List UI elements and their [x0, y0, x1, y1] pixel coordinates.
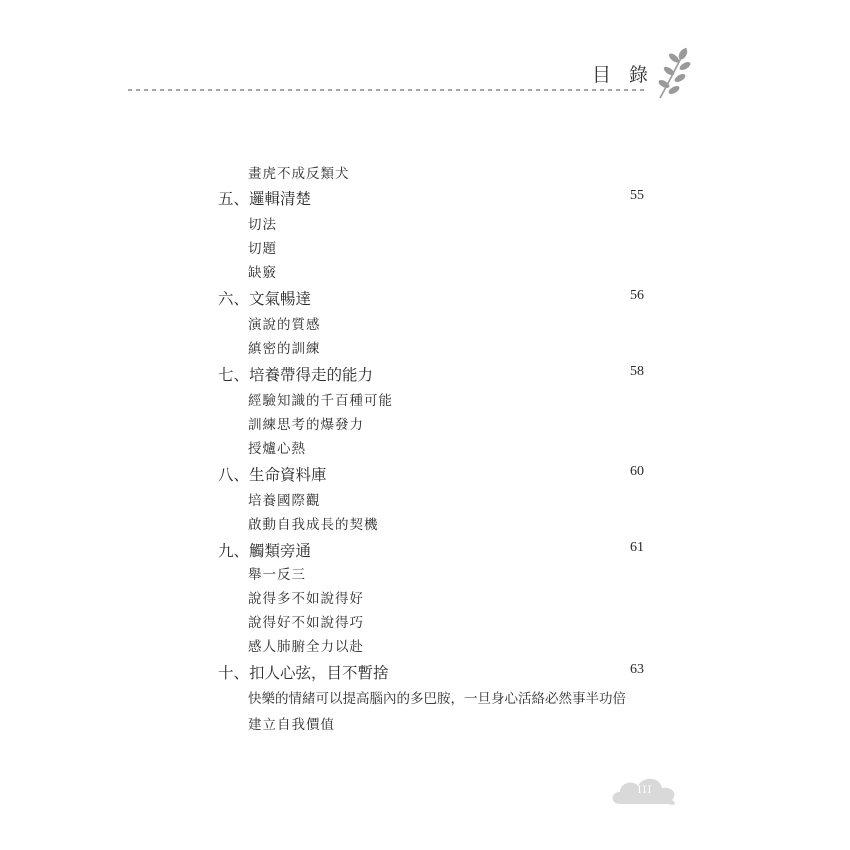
toc-chapter-entry[interactable] — [0, 661, 850, 685]
page-title: 目 錄 — [592, 64, 655, 86]
toc-subentry-label: 快樂的情緒可以提高腦內的多巴胺，一旦身心活絡必然事半功倍 — [248, 691, 626, 707]
toc-subentry-label: 建立自我價值 — [248, 717, 335, 733]
toc-chapter-entry[interactable] — [0, 187, 850, 211]
toc-subentry-label: 經驗知識的千百種可能 — [248, 393, 393, 409]
toc-page-number: 56 — [630, 288, 644, 303]
toc-subentry[interactable] — [0, 313, 850, 337]
toc-subentry[interactable] — [0, 261, 850, 285]
toc-subentry-label: 培養國際觀 — [248, 493, 321, 509]
toc-subentry-label: 啟動自我成長的契機 — [248, 517, 379, 533]
toc-chapter-entry[interactable] — [0, 363, 850, 387]
toc-subentry-label: 缺竅 — [248, 265, 277, 281]
toc-subentry-label: 切題 — [248, 241, 277, 257]
toc-chapter-label: 八、生命資料庫 — [218, 466, 327, 484]
toc-subentry-label: 授爐心熱 — [248, 441, 306, 457]
toc-subentry[interactable] — [0, 687, 850, 711]
toc-subentry[interactable] — [0, 389, 850, 413]
toc-subentry-label: 切法 — [248, 217, 277, 233]
toc-subentry-label: 感人肺腑全力以赴 — [248, 639, 364, 655]
toc-page-number: 61 — [630, 540, 644, 555]
toc-subentry-label: 畫虎不成反類犬 — [248, 166, 350, 182]
toc-page-number: 58 — [630, 364, 644, 379]
toc-chapter-label: 九、觸類旁通 — [218, 542, 312, 560]
toc-subentry[interactable] — [0, 162, 850, 186]
toc-subentry-label: 訓練思考的爆發力 — [248, 417, 364, 433]
toc-subentry-label: 說得多不如說得好 — [248, 591, 364, 607]
toc-subentry[interactable] — [0, 563, 850, 587]
toc-chapter-label: 五、邏輯清楚 — [218, 190, 312, 208]
toc-page-number: 63 — [630, 662, 644, 677]
toc-subentry[interactable] — [0, 437, 850, 461]
toc-subentry[interactable] — [0, 587, 850, 611]
toc-chapter-entry[interactable] — [0, 539, 850, 563]
toc-chapter-label: 七、培養帶得走的能力 — [218, 366, 374, 384]
toc-chapter-entry[interactable] — [0, 463, 850, 487]
toc-subentry[interactable] — [0, 413, 850, 437]
toc-subentry-label: 說得好不如說得巧 — [248, 615, 364, 631]
toc-chapter-entry[interactable] — [0, 287, 850, 311]
toc-subentry[interactable] — [0, 713, 850, 737]
toc-subentry[interactable] — [0, 635, 850, 659]
toc-subentry[interactable] — [0, 611, 850, 635]
toc-subentry[interactable] — [0, 513, 850, 537]
toc-subentry-label: 縝密的訓練 — [248, 341, 321, 357]
toc-subentry[interactable] — [0, 337, 850, 361]
toc-subentry[interactable] — [0, 489, 850, 513]
toc-page-number: 60 — [630, 464, 644, 479]
toc-subentry[interactable] — [0, 213, 850, 237]
toc-chapter-label: 十、扣人心弦，目不暫捨 — [218, 664, 389, 682]
toc-chapter-label: 六、文氣暢達 — [218, 290, 312, 308]
toc-subentry-label: 舉一反三 — [248, 567, 306, 583]
toc-subentry[interactable] — [0, 237, 850, 261]
page-number: III — [637, 782, 653, 796]
toc-page-number: 55 — [630, 188, 644, 203]
toc-subentry-label: 演說的質感 — [248, 317, 321, 333]
